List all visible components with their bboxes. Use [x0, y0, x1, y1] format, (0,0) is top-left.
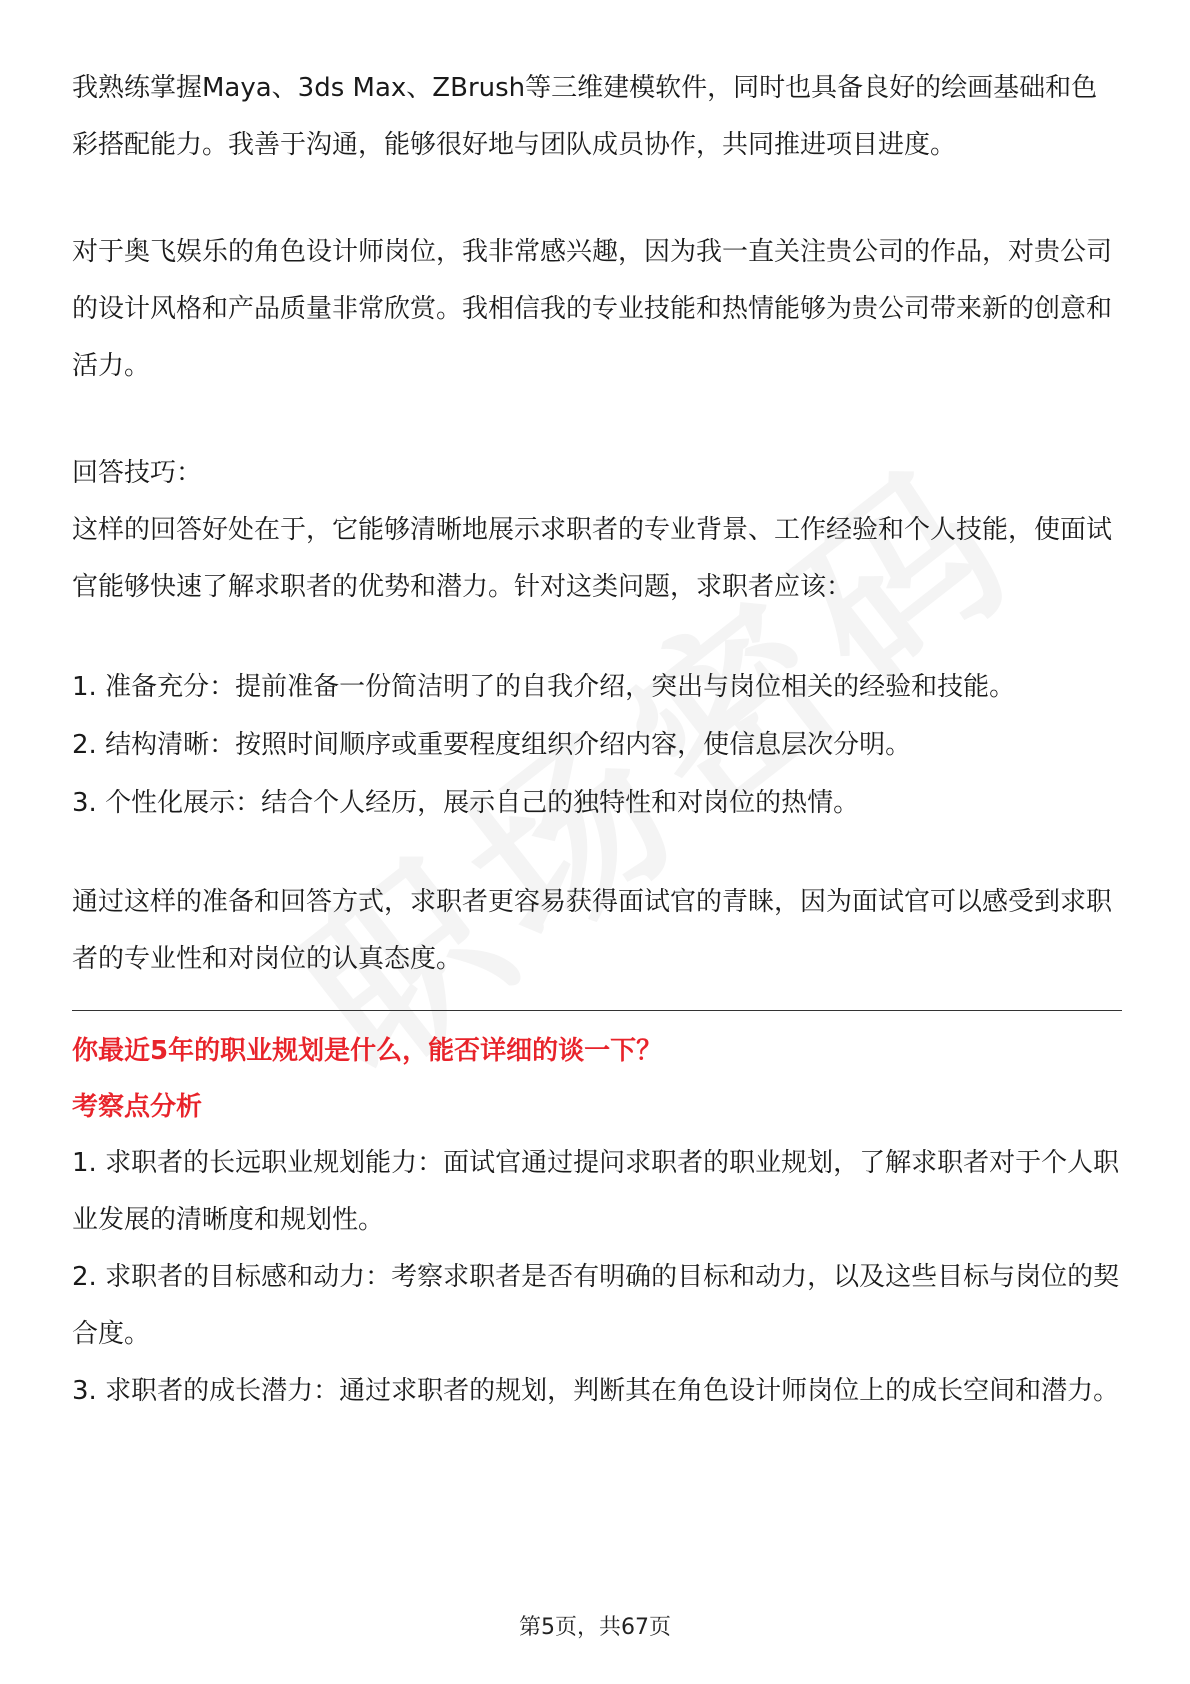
page-number: 第5页，共67页 [519, 1615, 671, 1640]
tips-label: 回答技巧： [72, 458, 203, 488]
tips-body: 这样的回答好处在于，它能够清晰地展示求职者的专业背景、工作经验和个人技能，使面试官能够快速了解求职者的优势和潜力。针对这类问题，求职者应该： [72, 515, 1113, 602]
tips-list [72, 658, 1122, 832]
page-content [72, 60, 1122, 1420]
paragraph-skills: 我熟练掌握Maya、3ds Max、ZBrush等三维建模软件，同时也具备良好的绘画基础和色彩搭配能力。我善于沟通，能够很好地与团队成员协作，共同推进项目进度。 [72, 73, 1098, 160]
section-divider [72, 1010, 1122, 1011]
paragraph-interest: 对于奥飞娱乐的角色设计师岗位，我非常感兴趣，因为我一直关注贵公司的作品，对贵公司的设计风格和产品质量非常欣赏。我相信我的专业技能和热情能够为贵公司带来新的创意和活力。 [72, 237, 1113, 381]
paragraph-conclusion: 通过这样的准备和回答方式，求职者更容易获得面试官的青睐，因为面试官可以感受到求职者的专业性和对岗位的认真态度。 [72, 887, 1113, 974]
list-item: 3. 个性化展示：结合个人经历，展示自己的独特性和对岗位的热情。 [72, 788, 860, 818]
list-item: 2. 结构清晰：按照时间顺序或重要程度组织介绍内容，使信息层次分明。 [72, 730, 912, 760]
analysis-heading: 考察点分析 [72, 1092, 203, 1122]
analysis-point: 3. 求职者的成长潜力：通过求职者的规划，判断其在角色设计师岗位上的成长空间和潜力。 [72, 1376, 1120, 1406]
analysis-point: 1. 求职者的长远职业规划能力：面试官通过提问求职者的职业规划，了解求职者对于个人职业发展的清晰度和规划性。 [72, 1148, 1120, 1235]
analysis-points [72, 1135, 1122, 1420]
analysis-point: 2. 求职者的目标感和动力：考察求职者是否有明确的目标和动力，以及这些目标与岗位的契合度。 [72, 1262, 1120, 1349]
list-item: 1. 准备充分：提前准备一份简洁明了的自我介绍，突出与岗位相关的经验和技能。 [72, 672, 1016, 702]
question-title: 你最近5年的职业规划是什么，能否详细的谈一下？ [72, 1036, 663, 1066]
